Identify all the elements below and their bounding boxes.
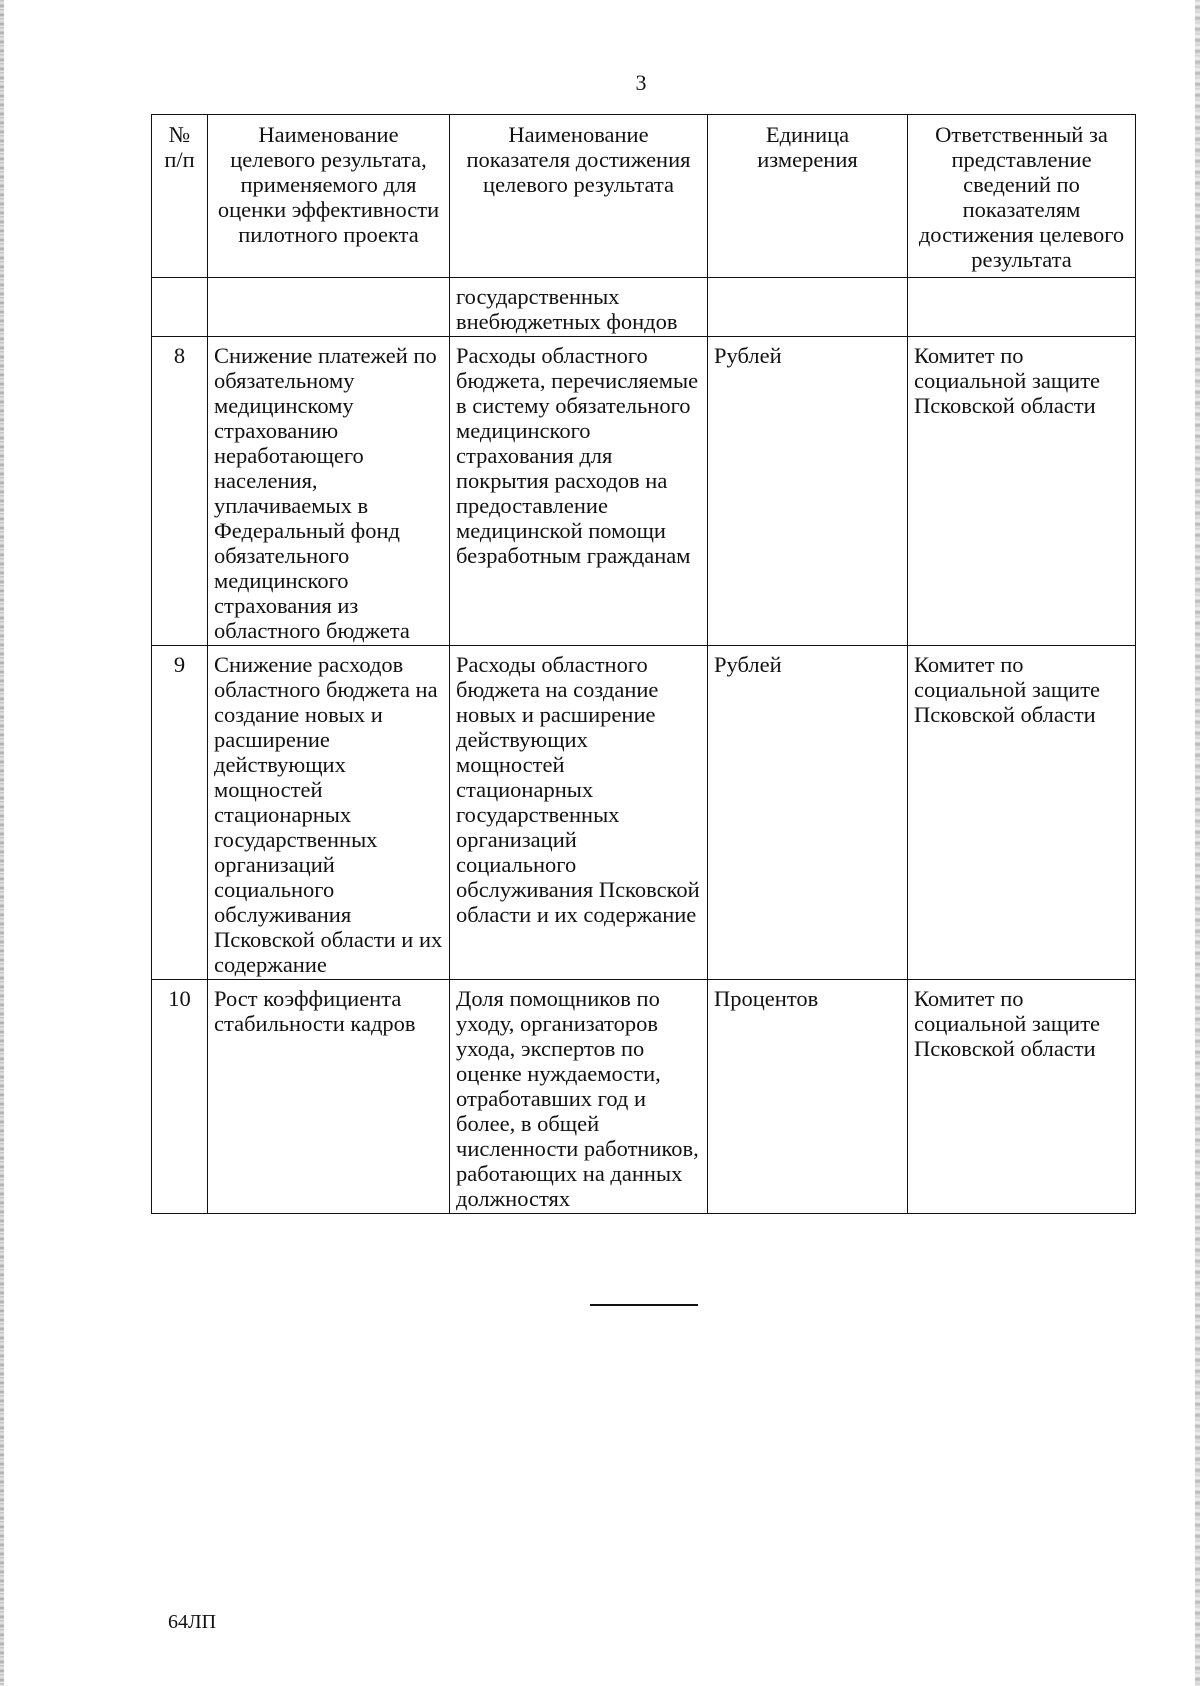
table-row bbox=[152, 980, 1136, 1214]
scan-edge-right bbox=[1195, 0, 1200, 1686]
cell-number bbox=[152, 278, 208, 337]
indicators-table bbox=[151, 114, 1136, 1214]
cell-unit: Рублей bbox=[708, 337, 908, 646]
scan-edge-left bbox=[0, 0, 4, 1686]
page-number: 3 bbox=[635, 70, 647, 95]
cell-unit: Процентов bbox=[708, 980, 908, 1214]
header-responsible: Ответственный за представление сведений по показателям достижения целевого результата bbox=[908, 115, 1136, 278]
cell-responsible: Комитет по социальной защите Псковской области bbox=[908, 646, 1136, 980]
header-indicator-name: Наименование показателя достижения целевого результата bbox=[450, 115, 708, 278]
table-header-row bbox=[152, 115, 1136, 278]
cell-number: 8 bbox=[152, 337, 208, 646]
cell-result bbox=[208, 278, 450, 337]
cell-responsible: Комитет по социальной защите Псковской области bbox=[908, 980, 1136, 1214]
cell-responsible bbox=[908, 278, 1136, 337]
cell-indicator: Расходы областного бюджета, перечисляемые в систему обязательного медицинского страхования для покрытия расходов на предоставление медицинской помощи безработным гражданам bbox=[450, 337, 708, 646]
header-result-name: Наименование целевого результата, применяемого для оценки эффективности пилотного проекта bbox=[208, 115, 450, 278]
cell-indicator: Доля помощников по уходу, организаторов ухода, экспертов по оценке нуждаемости, отработавших год и более, в общей численности работников, работающих на данных должностях bbox=[450, 980, 708, 1214]
table-row-continuation bbox=[152, 278, 1136, 337]
footer-separator-line bbox=[590, 1304, 698, 1306]
table-row bbox=[152, 646, 1136, 980]
cell-number: 9 bbox=[152, 646, 208, 980]
cell-result: Снижение платежей по обязательному медицинскому страхованию неработающего населения, уплачиваемых в Федеральный фонд обязательного медицинского страхования из областного бюджета bbox=[208, 337, 450, 646]
cell-unit: Рублей bbox=[708, 646, 908, 980]
cell-result: Снижение расходов областного бюджета на создание новых и расширение действующих мощностей стационарных государственных организаций социального обслуживания Псковской области и их содержание bbox=[208, 646, 450, 980]
cell-indicator: Расходы областного бюджета на создание новых и расширение действующих мощностей стационарных государственных организаций социального обслуживания Псковской области и их содержание bbox=[450, 646, 708, 980]
cell-number: 10 bbox=[152, 980, 208, 1214]
document-code: 64ЛП bbox=[168, 1611, 217, 1633]
cell-responsible: Комитет по социальной защите Псковской области bbox=[908, 337, 1136, 646]
cell-result: Рост коэффициента стабильности кадров bbox=[208, 980, 450, 1214]
table-row bbox=[152, 337, 1136, 646]
cell-indicator: государственных внебюджетных фондов bbox=[450, 278, 708, 337]
header-number: № п/п bbox=[152, 115, 208, 278]
cell-unit bbox=[708, 278, 908, 337]
header-unit: Единица измерения bbox=[708, 115, 908, 278]
